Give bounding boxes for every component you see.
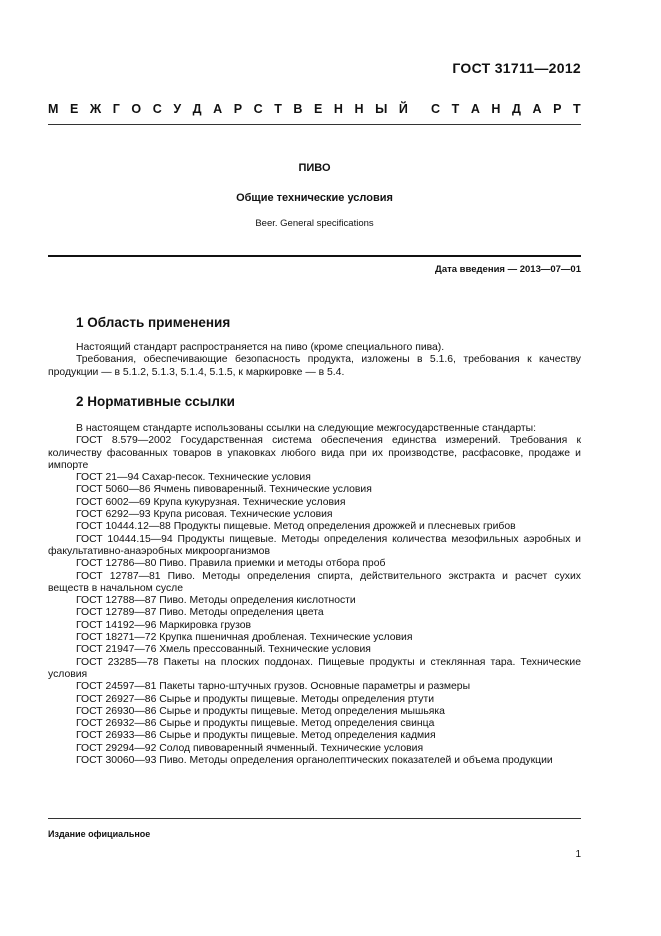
banner-letter: А — [532, 102, 542, 116]
reference-item: ГОСТ 6292—93 Крупа рисовая. Технические условия — [76, 509, 333, 521]
reference-item: ГОСТ 5060—86 Ячмень пивоваренный. Технические условия — [76, 484, 372, 496]
banner-letter: Т — [274, 102, 282, 116]
banner-letter: Г — [112, 102, 120, 116]
footer-divider — [48, 818, 581, 819]
section-1-heading: 1 Область применения — [76, 315, 231, 330]
reference-item: ГОСТ 10444.15—94 Продукты пищевые. Методы определения количества мезофильных аэробных и факультативно-анаэробных микроорганизмов — [48, 533, 581, 557]
banner-letter: Н — [333, 102, 343, 116]
reference-item: ГОСТ 26930—86 Сырье и продукты пищевые. Метод определения мышьяка — [76, 705, 445, 717]
reference-item: ГОСТ 30060—93 Пиво. Методы определения органолептических показателей и объема продукции — [76, 755, 553, 767]
banner-letter: Н — [354, 102, 364, 116]
reference-item: ГОСТ 23285—78 Пакеты на плоских поддонах. Пищевые продукты и стеклянная тара. Технические условия — [48, 656, 581, 680]
reference-item: ГОСТ 12788—87 Пиво. Методы определения кислотности — [76, 595, 356, 607]
normative-references — [48, 423, 581, 767]
reference-item: ГОСТ 26927—86 Сырье и продукты пищевые. Методы определения ртути — [76, 693, 435, 705]
banner-letter: Р — [553, 102, 562, 116]
banner-letter: У — [173, 102, 182, 116]
reference-item: ГОСТ 12787—81 Пиво. Методы определения спирта, действительного экстракта и расчет сухих веществ в начальном сусле — [48, 570, 581, 594]
reference-item: ГОСТ 21947—76 Хмель прессованный. Технические условия — [76, 644, 371, 656]
banner-letter: М — [48, 102, 59, 116]
reference-item: ГОСТ 26933—86 Сырье и продукты пищевые. Метод определения кадмия — [76, 730, 436, 742]
banner-letter: А — [470, 102, 480, 116]
official-edition-note: Издание официальное — [48, 829, 151, 839]
section-1-paragraph: Настоящий стандарт распространяется на пиво (кроме специального пива). — [76, 342, 445, 353]
reference-item: ГОСТ 10444.12—88 Продукты пищевые. Метод определения дрожжей и плесневых грибов — [76, 521, 516, 533]
reference-item: ГОСТ 26932—86 Сырье и продукты пищевые. Метод определения свинца — [76, 718, 435, 730]
banner-letter: Р — [233, 102, 243, 116]
reference-item: ГОСТ 29294—92 Солод пивоваренный ячменный. Технические условия — [76, 742, 424, 754]
banner-letter: Е — [314, 102, 323, 116]
top-divider — [48, 124, 581, 125]
banner-letter: С — [152, 102, 162, 116]
banner-letter: Н — [491, 102, 501, 116]
banner-letter: Й — [398, 102, 408, 116]
section-1-body — [48, 342, 581, 379]
banner-letter: Т — [451, 102, 460, 116]
banner-letter: А — [213, 102, 223, 116]
reference-item: ГОСТ 21—94 Сахар-песок. Технические условия — [76, 472, 311, 484]
banner-letter: Е — [69, 102, 79, 116]
english-title: Beer. General specifications — [255, 218, 374, 229]
banner-letter: С — [253, 102, 263, 116]
document-subtitle: Общие технические условия — [236, 192, 393, 204]
effective-date: Дата введения — 2013—07—01 — [435, 264, 581, 275]
section-2-heading: 2 Нормативные ссылки — [76, 394, 235, 409]
reference-item: ГОСТ 14192—96 Маркировка грузов — [76, 619, 252, 631]
reference-list — [48, 435, 581, 767]
document-code: ГОСТ 31711—2012 — [452, 60, 581, 76]
banner-letter: Ы — [375, 102, 388, 116]
banner-letter: Д — [512, 102, 521, 116]
banner-letter: О — [131, 102, 142, 116]
banner-letter: В — [293, 102, 303, 116]
banner-letter: Ж — [89, 102, 102, 116]
page-number: 1 — [575, 849, 581, 860]
section-1-paragraph: Требования, обеспечивающие безопасность продукта, изложены в 5.1.6, требования к качеству продукции — в 5.1.2, 5.1.3, 5.1.4, 5.1.5, к маркировке — в 5.4. — [48, 354, 581, 378]
reference-item: ГОСТ 8.579—2002 Государственная система обеспечения единства измерений. Требования к количеству фасованных товаров в упаковках любого вида при их производстве, расфасовке, продаже и импорте — [48, 435, 581, 471]
reference-item: ГОСТ 12786—80 Пиво. Правила приемки и методы отбора проб — [76, 558, 386, 570]
reference-item: ГОСТ 24597—81 Пакеты тарно-штучных грузов. Основные параметры и размеры — [76, 681, 471, 693]
standard-banner — [48, 102, 581, 116]
reference-item: ГОСТ 12789—87 Пиво. Методы определения цвета — [76, 607, 324, 619]
reference-item: ГОСТ 6002—69 Крупа кукурузная. Технические условия — [76, 496, 346, 508]
references-intro: В настоящем стандарте использованы ссылки на следующие межгосударственные стандарты: — [76, 423, 537, 434]
banner-letter: С — [431, 102, 441, 116]
banner-letter: Т — [572, 102, 581, 116]
banner-letter: Д — [192, 102, 202, 116]
reference-item: ГОСТ 18271—72 Крупка пшеничная дробленая. Технические условия — [76, 632, 413, 644]
document-title: ПИВО — [298, 162, 331, 174]
title-divider — [48, 255, 581, 257]
